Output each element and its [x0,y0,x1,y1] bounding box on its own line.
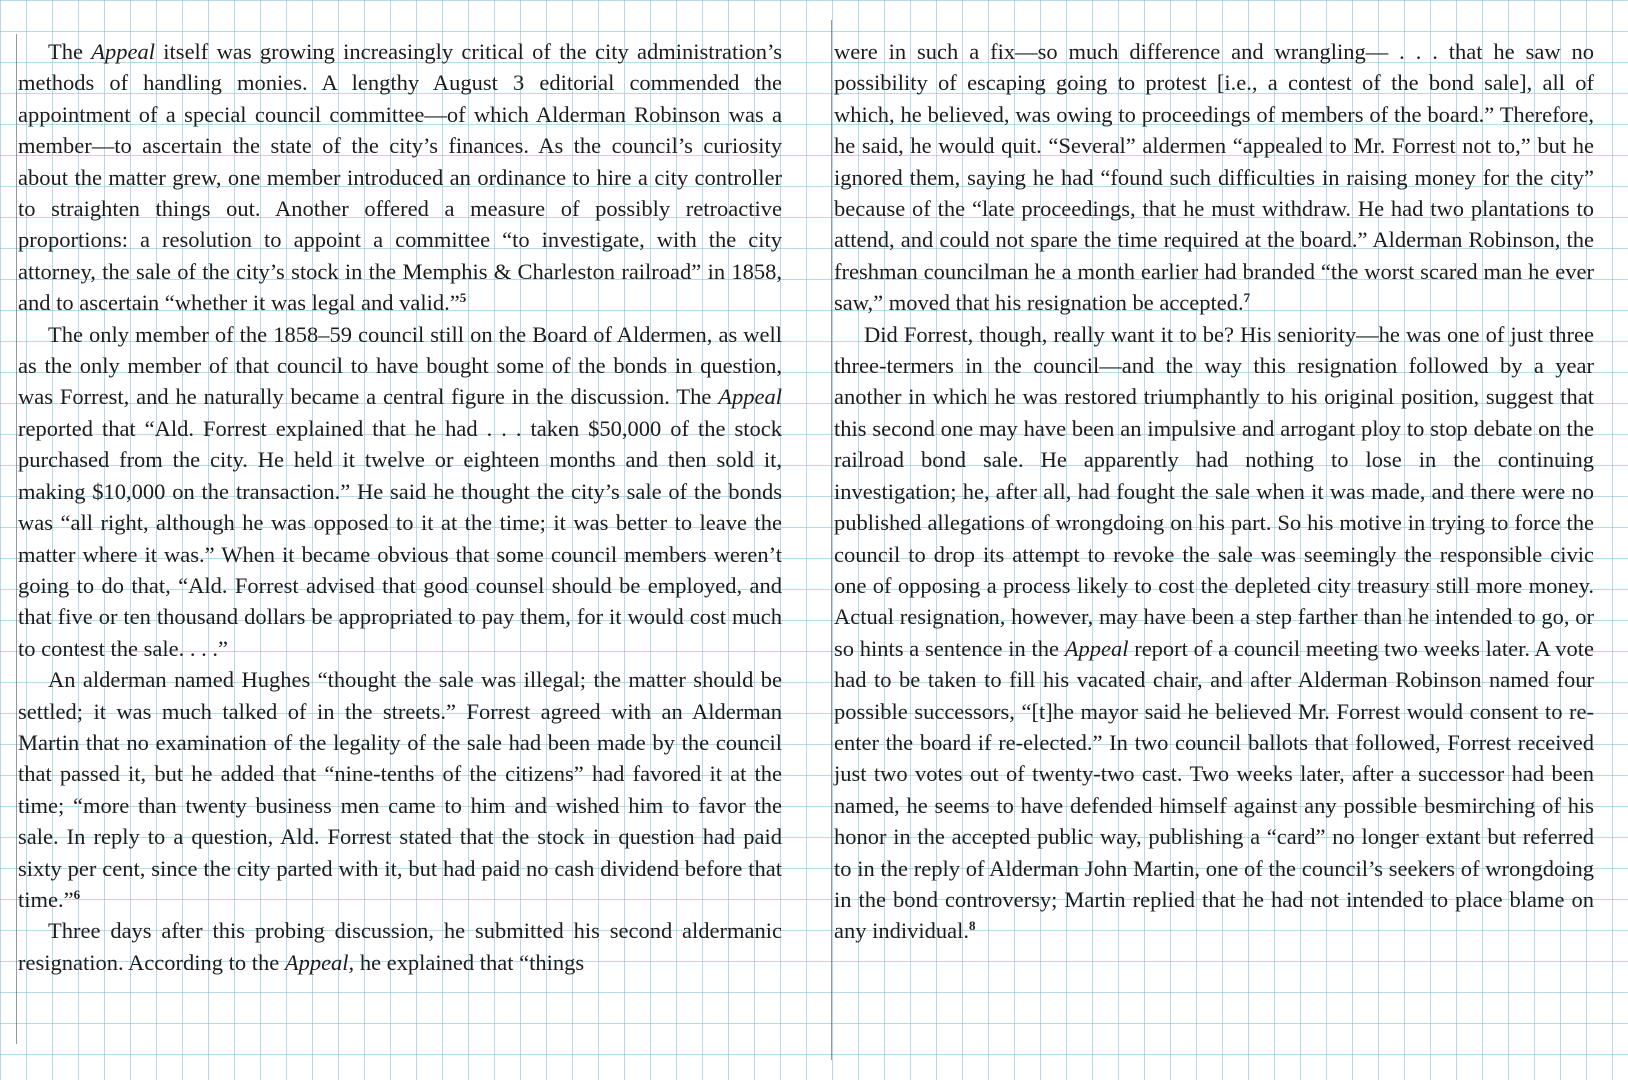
left-column [18,36,782,978]
footnote-ref: 8 [968,918,976,934]
left-column-rule [16,34,17,1044]
paragraph: An alderman named Hughes “thought the sale was illegal; the matter should be settled; it was much talked of in the streets.” Forrest agreed with an Alderman Martin that no examination of the legality of the sale had been made by the council that passed it, but he added that “nine-tenths of the citizens” had favored it at the time; “more than twenty business men came to him and wished him to favor the sale. In reply to a question, Ald. Forrest stated that the stock in question had paid sixty per cent, since the city parted with it, but had paid no cash dividend before that time.”$^6$ [18,667,782,912]
footnote-ref: 5 [459,290,467,306]
paragraph: Did Forrest, though, really want it to be? His seniority—he was one of just three three-termers in the council—and the way this resignation followed by a year another in which he was restored triumphantly to his original position, suggest that this second one may have been an impulsive and arrogant ploy to stop debate on the railroad bond sale. He apparently had nothing to lose in the continuing investigation; he, after all, had fought the sale when it was made, and there were no published allegations of wrongdoing on his part. So his motive in trying to force the council to drop its attempt to revoke the sale was seemingly the responsible civic one of opposing a process likely to cost the depleted city treasury still more money. Actual resignation, however, may have been a step farther than he intended to go, or so hints a sentence in the Appeal report of a council meeting two weeks later. A vote had to be taken to fill his vacated chair, and after Alderman Robinson named four possible successors, “[t]he mayor said he believed Mr. Forrest would consent to re-enter the board if re-elected.” In two council ballots that followed, Forrest received just two votes out of twenty-two cast. Two weeks later, after a successor had been named, he seems to have defended himself against any possible besmirching of his honor in the accepted public way, publishing a “card” no longer extant but referred to in the reply of Alderman John Martin, one of the council’s seekers of wrongdoing in the bond controversy; Martin replied that he had not intended to place blame on any individual.$^8$ [834,321,1594,944]
paragraph: The Appeal itself was growing increasingly critical of the city administration’s methods of handling monies. A lengthy August 3 editorial commended the appointment of a special council committee—of which Alderman Robinson was a member—to ascertain the state of the city’s finances. As the council’s curiosity about the matter grew, one member introduced an ordinance to hire a city controller to straighten things out. Another offered a measure of possibly retroactive proportions: a resolution to appoint a committee “to investigate, with the city attorney, the sale of the city’s stock in the Memphis & Charleston railroad” in 1858, and to ascertain “whether it was legal and valid.”$^5$ [18,39,782,316]
footnote-ref: 6 [73,886,81,902]
paragraph-continued: were in such a fix—so much difference and wrangling— . . . that he saw no possibility of escaping going to protest [i.e., a contest of the bond sale], all of which, he believed, was owing to proceedings of members of the board.” Therefore, he said, he would quit. “Several” aldermen “appealed to Mr. Forrest not to,” but he ignored them, saying he had “found such difficulties in raising money for the city” because of the “late proceedings, that he must withdraw. He had two plantations to attend, and could not spare the time required at the board.” Alderman Robinson, the freshman councilman he a month earlier had branded “the worst scared man he ever saw,” moved that his resignation be accepted.$^7$ [834,39,1594,316]
footnote-ref: 7 [1243,290,1251,306]
paragraph: The only member of the 1858–59 council still on the Board of Aldermen, as well as the only member of that council to have bought some of the bonds in question, was Forrest, and he naturally became a central figure in the discussion. The Appeal reported that “Ald. Forrest explained that he had . . . taken $50,000 of the stock purchased from the city. He held it twelve or eighteen months and then sold it, making $10,000 on the transaction.” He said he thought the city’s sale of the bonds was “all right, although he was opposed to it at the time; it was better to leave the matter where it was.” When it became obvious that some council members weren’t going to do that, “Ald. Forrest advised that good counsel should be employed, and that five or ten thousand dollars be appropriated to pay them, for it would cost much to contest the sale. . . .” [18,321,782,661]
paragraph: Three days after this probing discussion, he submitted his second aldermanic resignation. According to the Appeal, he explained that “things [18,918,782,975]
right-column [834,36,1594,947]
right-column-rule [831,20,832,1060]
